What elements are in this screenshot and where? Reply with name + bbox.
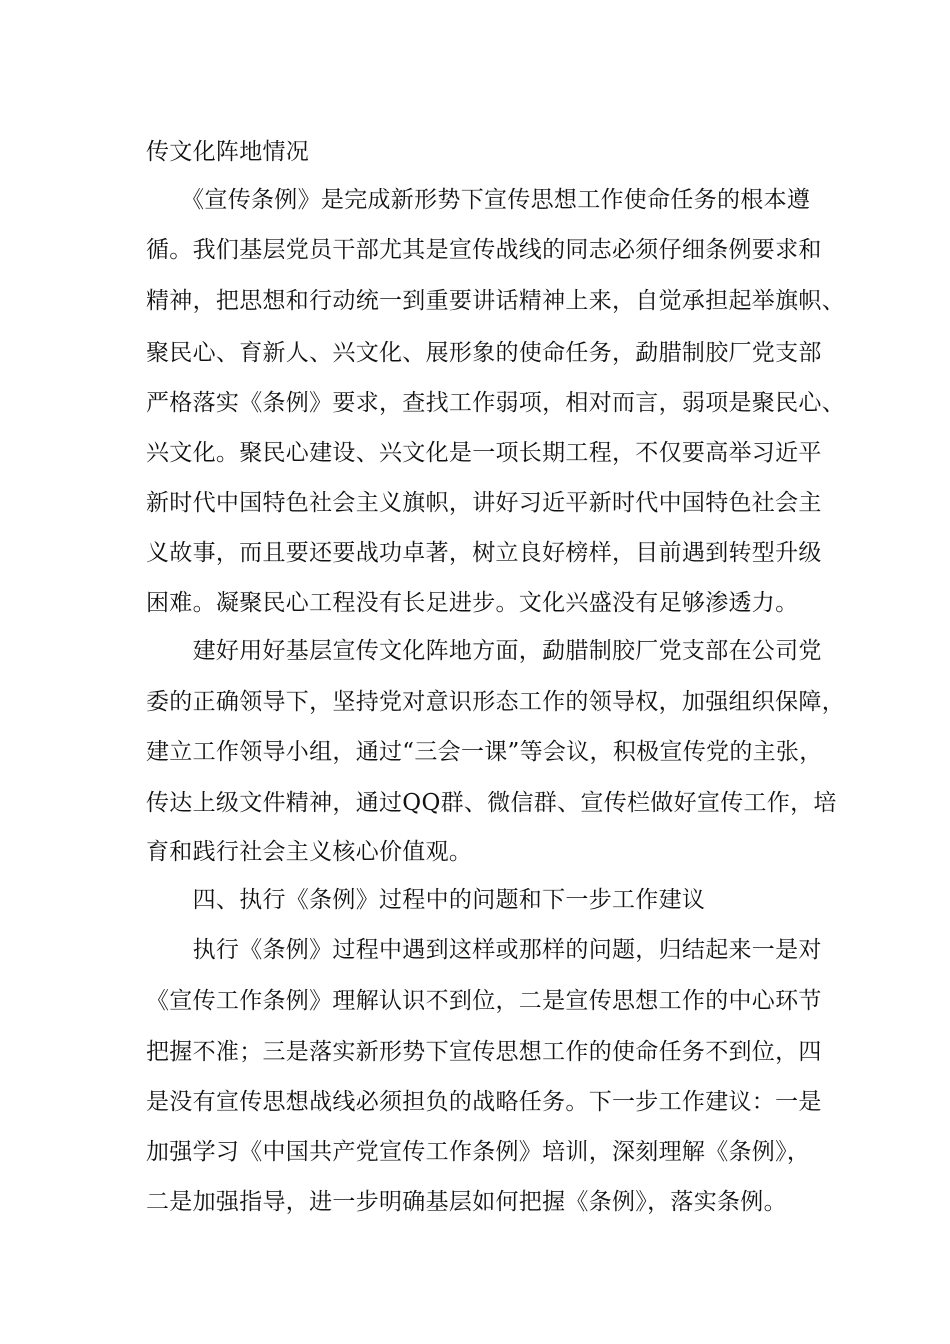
text-line: 委的正确领导下，坚持党对意识形态工作的领导权，加强组织保障， <box>146 689 845 715</box>
text-line: 《宣传条例》是完成新形势下宣传思想工作使命任务的根本遵 <box>146 187 811 213</box>
text-line: 建立工作领导小组，通过“三会一课”等会议，积极宣传党的主张， <box>146 739 823 765</box>
text-line: 精神，把思想和行动统一到重要讲话精神上来，自觉承担起举旗帜、 <box>146 288 845 314</box>
text-line: 严格落实《条例》要求，查找工作弱项，相对而言，弱项是聚民心、 <box>146 390 845 416</box>
text-line: 义故事，而且要还要战功卓著，树立良好榜样，目前遇到转型升级 <box>146 540 822 566</box>
text-line: 《宣传工作条例》理解认识不到位，二是宣传思想工作的中心环节 <box>146 988 822 1014</box>
text-line: 困难。凝聚民心工程没有长足进步。文化兴盛没有足够渗透力。 <box>146 590 799 616</box>
text-line: 二是加强指导，进一步明确基层如何把握《条例》，落实条例。 <box>146 1189 787 1215</box>
text-line: 建好用好基层宣传文化阵地方面，勐腊制胶厂党支部在公司党 <box>146 638 822 664</box>
text-line: 加强学习《中国共产党宣传工作条例》培训，深刻理解《条例》， <box>146 1139 811 1165</box>
text-line: 育和践行社会主义核心价值观。 <box>146 839 473 865</box>
text-line: 执行《条例》过程中遇到这样或那样的问题，归结起来一是对 <box>146 937 822 963</box>
text-line: 把握不准；三是落实新形势下宣传思想工作的使命任务不到位，四 <box>146 1039 822 1065</box>
text-line: 是没有宣传思想战线必须担负的战略任务。下一步工作建议：一是 <box>146 1089 822 1115</box>
text-line: 兴文化。聚民心建设、兴文化是一项长期工程，不仅要高举习近平 <box>146 440 822 466</box>
text-line: 传文化阵地情况 <box>146 139 310 165</box>
text-line: 传达上级文件精神，通过QQ群、微信群、宣传栏做好宣传工作，培 <box>146 790 837 816</box>
text-line: 循。我们基层党员干部尤其是宣传战线的同志必须仔细条例要求和 <box>146 237 822 263</box>
text-line: 新时代中国特色社会主义旗帜，讲好习近平新时代中国特色社会主 <box>146 490 822 516</box>
section-heading: 四、执行《条例》过程中的问题和下一步工作建议 <box>146 887 706 913</box>
text-line: 聚民心、育新人、兴文化、展形象的使命任务，勐腊制胶厂党支部 <box>146 340 822 366</box>
